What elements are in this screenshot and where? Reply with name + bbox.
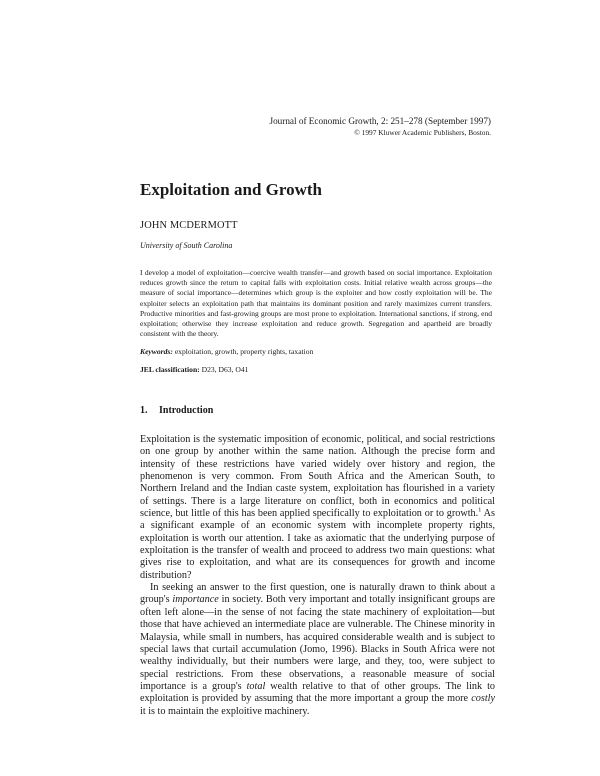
paragraph-text: As a significant example of an economic system with incomplete property rights, exploitation is worth our attention. I take as axiomatic that the underlying purpose of exploitation is the transfer of wealth and proceed to address two main questions: what gives rise to exploitation, and what are its consequences for growth and income distribution? (140, 508, 495, 581)
journal-line: Journal of Economic Growth, 2: 251–278 (September 1997) (269, 116, 491, 126)
section-title: Introduction (159, 405, 214, 416)
keywords-label: Keywords: (140, 347, 173, 356)
paragraph-text: in society. Both very important and totally insignificant groups are often left alone—in the sense of not facing the state machinery of exploitation—but those that have achieved an intermediate place are vulnerable. The Chinese minority in Malaysia, while small in numbers, has acquired considerable wealth and is subject to special laws that curtail accumulation (Jomo, 1996). Blacks in South Africa were not wealthy individually, but their numbers were large, and they, too, were subject to special restrictions. From these observations, a reasonable measure of social importance is a group's (140, 594, 495, 692)
keywords-value: exploitation, growth, property rights, taxation (174, 347, 314, 356)
journal-citation (140, 116, 491, 138)
section-number: 1. (140, 405, 148, 416)
emphasis: importance (172, 594, 219, 606)
paragraph-text: In seeking an answer to the first question, one is naturally drawn to think about a group's (140, 582, 495, 606)
article-title: Exploitation and Growth (140, 180, 323, 199)
jel-classification (140, 365, 248, 374)
paragraph-text: Exploitation is the systematic imposition of economic, political, and social restrictions on one group by another within the same nation. Although the precise form and intensity of these restrictions have varied widely over history and region, the phenomenon is very common. From South Africa and the American South, to Northern Ireland and the Indian caste system, exploitation has flourished in a variety of settings. There is a large literature on conflict, both in economics and political science, but little of this has been applied specifically to exploitation or to growth. (140, 434, 495, 520)
publisher-line: © 1997 Kluwer Academic Publishers, Boston. (354, 128, 491, 137)
keywords (140, 347, 313, 356)
footnote-marker[interactable]: 1 (478, 506, 482, 514)
paragraph-text: it is to maintain the exploitive machinery. (140, 705, 310, 717)
emphasis: total (246, 680, 266, 692)
author-affiliation: University of South Carolina (140, 241, 233, 250)
paragraph-text: wealth relative to that of other groups. The link to exploitation is provided by assuming that the more important a group the more (140, 680, 495, 705)
emphasis: costly (471, 693, 495, 705)
author-name: JOHN MCDERMOTT (140, 220, 238, 231)
section-heading (140, 405, 213, 416)
jel-value: D23, D63, O41 (201, 365, 249, 374)
jel-label: JEL classification: (140, 365, 200, 374)
paragraph (140, 434, 495, 582)
paragraph (140, 582, 495, 718)
abstract: I develop a model of exploitation—coercive wealth transfer—and growth based on social importance. Exploitation reduces growth since the return to capital falls with exploitation costs. Initial relative wealth across groups—the measure of social importance—determines which group is the exploiter and how costly exploitation will be. The exploiter selects an exploitation path that maintains its dominant position and rarely maximizes current transfers. Productive minorities and fast-growing groups are most prone to exploitation. International sanctions, if strong, end exploitation; otherwise they increase exploitation and reduce growth. Segregation and apartheid are broadly consistent with the theory. (140, 268, 492, 339)
body-text (140, 434, 495, 718)
